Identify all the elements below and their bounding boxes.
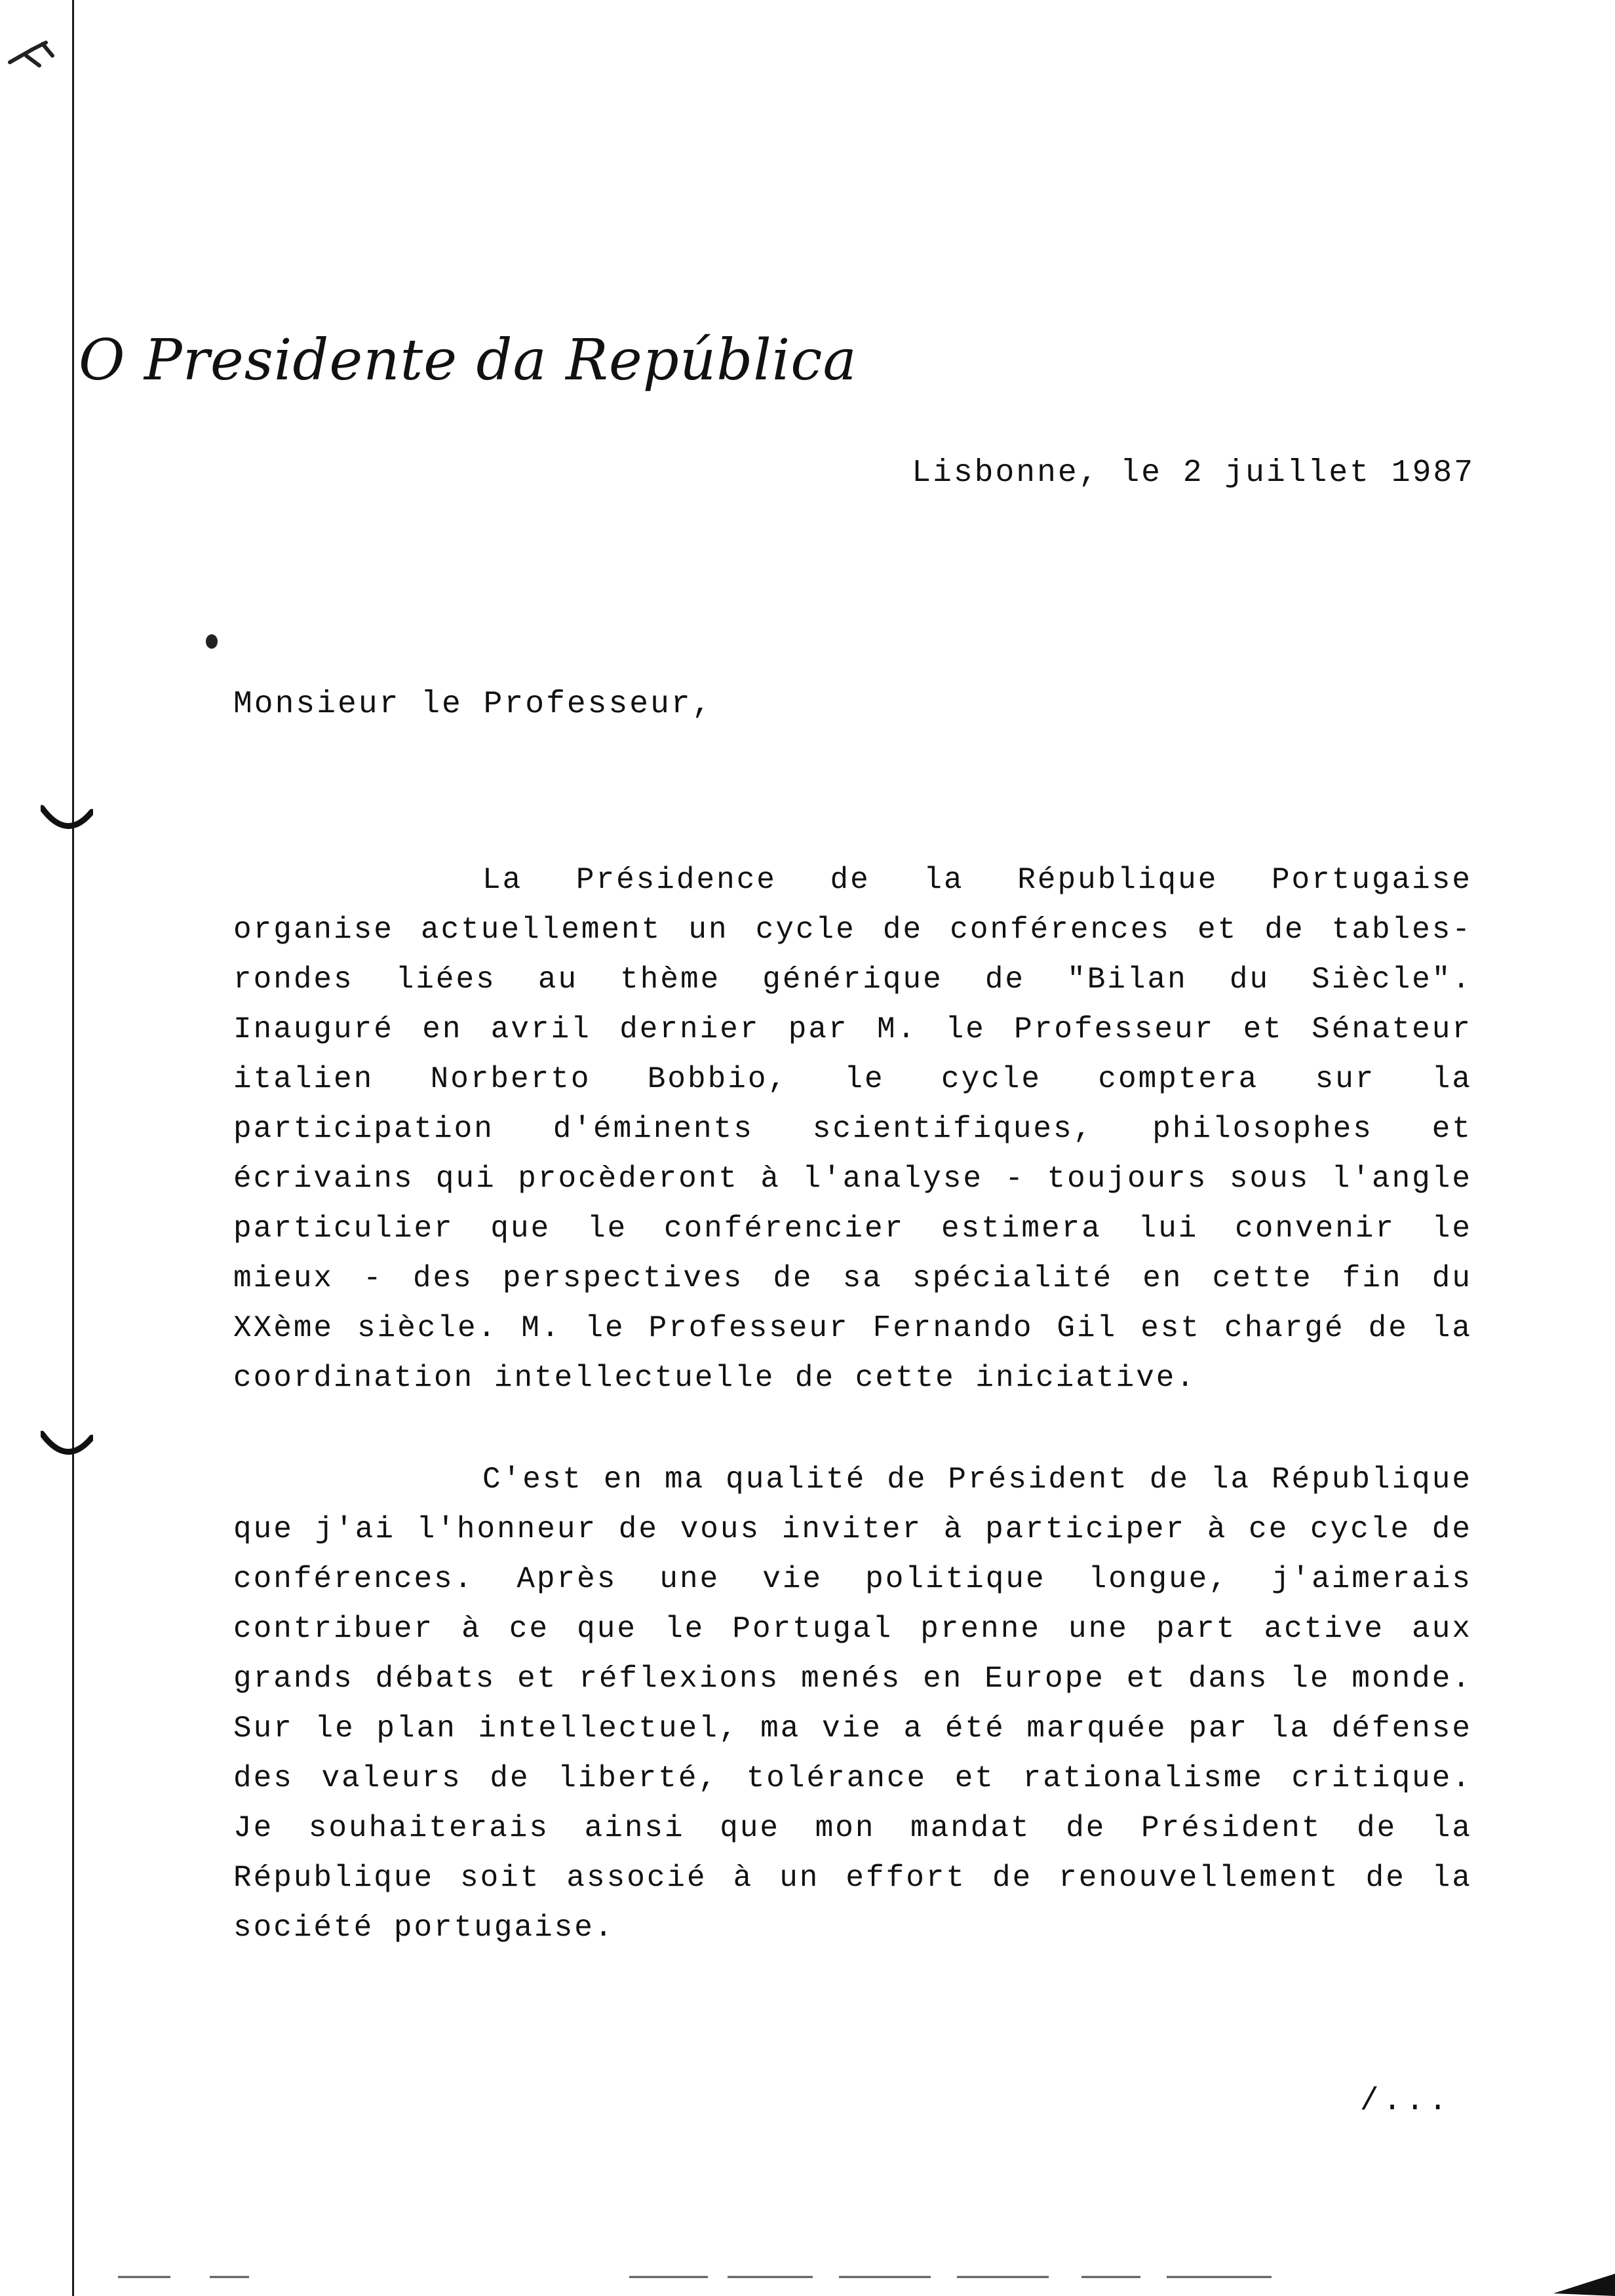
paragraph-1: La Présidence de la République Portugaise organise actuellement un cycle de conférences et de tables-rondes liées au thème générique de "Bilan du Siècle". Inauguré en avril dernier par M. le Professeur et Sénateur italien Norberto Bobbio, le cycle comptera sur la participation d'éminents scientifiques, philosophes et écrivains qui procèderont à l'analyse - toujours sous l'angle particulier que le conférencier estimera lui convenir le mieux - des perspectives de sa spécialité en cette fin du XXème siècle. M. le Professeur Fernando Gil est chargé de la coordination intellectuelle de cette iniciative. [233, 863, 1472, 1395]
binder-edge-line [72, 0, 74, 2296]
corner-mark-icon [1553, 2267, 1615, 2296]
salutation: Monsieur le Professeur, [233, 687, 713, 722]
continuation-marker: /... [1359, 2084, 1451, 2119]
punch-hole-mark-icon [41, 1428, 93, 1461]
punch-hole-mark-icon [41, 803, 93, 835]
scan-mark-icon [7, 36, 59, 75]
letterhead-title: O Presidente da República [79, 328, 857, 393]
letter-date: Lisbonne, le 2 juillet 1987 [912, 455, 1475, 491]
paragraph-2: C'est en ma qualité de Président de la République que j'ai l'honneur de vous inviter à participer à ce cycle de conférences. Après une vie politique longue, j'aimerais contribuer à ce que le Portugal prenne une part active aux grands débats et réflexions menés en Europe et dans le monde. Sur le plan intellectuel, ma vie a été marquée par la défense des valeurs de liberté, tolérance et rationalisme critique. Je souhaiterais ainsi que mon mandat de Président de la République soit associé à un effort de renouvellement de la société portugaise. [233, 1463, 1472, 1945]
scan-bottom-noise [118, 2274, 1560, 2280]
ink-speck [206, 634, 218, 649]
